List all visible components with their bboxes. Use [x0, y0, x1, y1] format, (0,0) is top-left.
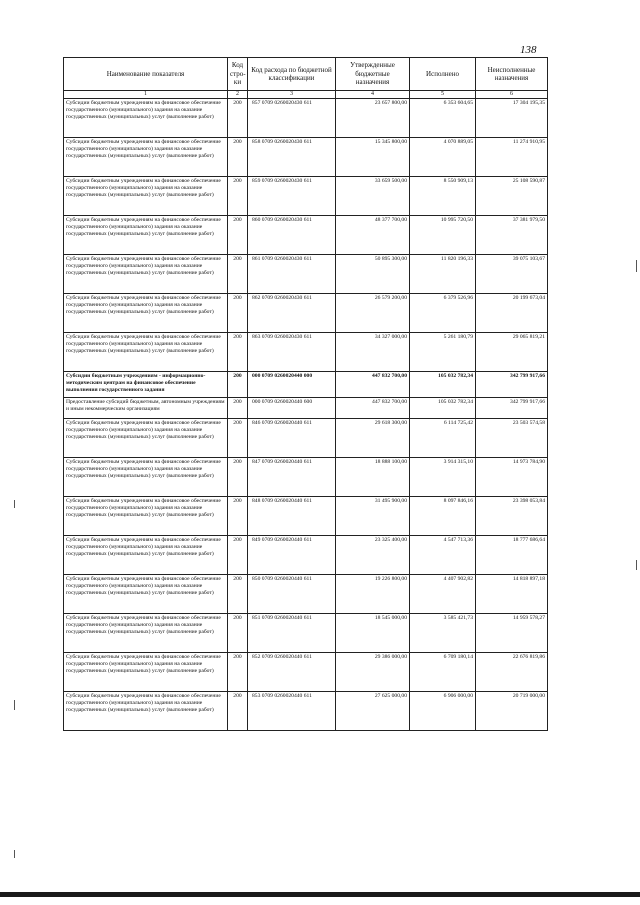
header-expense-code: Код расхода по бюджетной классификации — [248, 58, 336, 91]
row-expense-code: 859 0709 0260020430 611 — [248, 177, 336, 216]
row-expense-code: 858 0709 0260020430 611 — [248, 138, 336, 177]
row-expense-code: 852 0709 0260020440 611 — [248, 653, 336, 692]
table-row — [64, 372, 548, 398]
row-unexecuted: 342 799 917,66 — [476, 372, 548, 398]
column-number: 6 — [476, 91, 548, 99]
row-unexecuted: 39 075 103,67 — [476, 255, 548, 294]
row-unexecuted: 18 777 686,64 — [476, 536, 548, 575]
row-executed: 5 261 180,79 — [410, 333, 476, 372]
row-expense-code: 860 0709 0260020430 611 — [248, 216, 336, 255]
row-unexecuted: 11 274 910,95 — [476, 138, 548, 177]
row-approved: 48 377 700,00 — [336, 216, 410, 255]
row-executed: 8 550 909,13 — [410, 177, 476, 216]
row-line-code: 200 — [228, 653, 248, 692]
row-line-code: 200 — [228, 398, 248, 419]
header-line-code: Код стро-ки — [228, 58, 248, 91]
column-number: 2 — [228, 91, 248, 99]
table-row — [64, 216, 548, 255]
row-line-code: 200 — [228, 575, 248, 614]
table-row — [64, 294, 548, 333]
scan-bottom-edge — [0, 892, 640, 897]
row-line-code: 200 — [228, 216, 248, 255]
table-row — [64, 99, 548, 138]
row-name: Субсидии бюджетным учреждениям на финансовое обеспечение государственного (муниципального) задания на оказание государственных (муниципальных) услуг (выполнение работ) — [64, 536, 228, 575]
row-name: Предоставление субсидий бюджетным, автономным учреждениям и иным некоммерческим организациям — [64, 398, 228, 419]
table-row — [64, 458, 548, 497]
row-executed: 10 995 720,50 — [410, 216, 476, 255]
row-expense-code: 861 0709 0260020430 611 — [248, 255, 336, 294]
row-expense-code: 000 0709 0260020440 600 — [248, 398, 336, 419]
row-line-code: 200 — [228, 536, 248, 575]
row-name: Субсидии бюджетным учреждениям на финансовое обеспечение государственного (муниципального) задания на оказание государственных (муниципальных) услуг (выполнение работ) — [64, 497, 228, 536]
column-number: 3 — [248, 91, 336, 99]
row-expense-code: 862 0709 0260020430 611 — [248, 294, 336, 333]
column-number: 4 — [336, 91, 410, 99]
row-unexecuted: 29 065 819,21 — [476, 333, 548, 372]
row-unexecuted: 23 398 053,84 — [476, 497, 548, 536]
row-executed: 6 906 000,00 — [410, 692, 476, 731]
row-unexecuted: 22 676 819,86 — [476, 653, 548, 692]
table-row — [64, 138, 548, 177]
row-line-code: 200 — [228, 294, 248, 333]
row-unexecuted: 17 304 195,35 — [476, 99, 548, 138]
row-name: Субсидии бюджетным учреждениям на финансовое обеспечение государственного (муниципального) задания на оказание государственных (муниципальных) услуг (выполнение работ) — [64, 575, 228, 614]
row-line-code: 200 — [228, 458, 248, 497]
table-row — [64, 575, 548, 614]
row-approved: 447 832 700,00 — [336, 398, 410, 419]
row-expense-code: 000 0709 0260020440 000 — [248, 372, 336, 398]
column-number: 5 — [410, 91, 476, 99]
row-approved: 23 325 400,00 — [336, 536, 410, 575]
row-name: Субсидии бюджетным учреждениям на финансовое обеспечение государственного (муниципального) задания на оказание государственных (муниципальных) услуг (выполнение работ) — [64, 294, 228, 333]
row-line-code: 200 — [228, 692, 248, 731]
table-row — [64, 536, 548, 575]
scan-artifact-mark — [14, 850, 15, 858]
row-approved: 18 545 000,00 — [336, 614, 410, 653]
row-line-code: 200 — [228, 497, 248, 536]
row-expense-code: 847 0709 0260020440 611 — [248, 458, 336, 497]
row-line-code: 200 — [228, 333, 248, 372]
row-expense-code: 849 0709 0260020440 611 — [248, 536, 336, 575]
row-approved: 33 659 500,00 — [336, 177, 410, 216]
row-executed: 4 547 713,36 — [410, 536, 476, 575]
table-row — [64, 177, 548, 216]
row-unexecuted: 342 799 917,66 — [476, 398, 548, 419]
row-name: Субсидии бюджетным учреждениям на финансовое обеспечение государственного (муниципального) задания на оказание государственных (муниципальных) услуг (выполнение работ) — [64, 216, 228, 255]
header-unexecuted: Неисполненные назначения — [476, 58, 548, 91]
row-approved: 31 495 900,00 — [336, 497, 410, 536]
table-row — [64, 398, 548, 419]
row-unexecuted: 14 973 784,90 — [476, 458, 548, 497]
row-line-code: 200 — [228, 255, 248, 294]
scan-artifact-mark — [636, 560, 637, 570]
row-line-code: 200 — [228, 138, 248, 177]
table-row — [64, 614, 548, 653]
row-unexecuted: 37 381 979,50 — [476, 216, 548, 255]
row-approved: 447 832 700,00 — [336, 372, 410, 398]
row-line-code: 200 — [228, 372, 248, 398]
row-executed: 11 820 196,33 — [410, 255, 476, 294]
row-executed: 3 585 421,73 — [410, 614, 476, 653]
row-executed: 8 097 846,16 — [410, 497, 476, 536]
column-number: 1 — [64, 91, 228, 99]
row-executed: 105 032 782,34 — [410, 372, 476, 398]
row-name: Субсидии бюджетным учреждениям на финансовое обеспечение государственного (муниципального) задания на оказание государственных (муниципальных) услуг (выполнение работ) — [64, 333, 228, 372]
row-name: Субсидии бюджетным учреждениям на финансовое обеспечение государственного (муниципального) задания на оказание государственных (муниципальных) услуг (выполнение работ) — [64, 177, 228, 216]
row-line-code: 200 — [228, 177, 248, 216]
row-executed: 6 353 604,65 — [410, 99, 476, 138]
row-approved: 19 226 800,00 — [336, 575, 410, 614]
row-name: Субсидии бюджетным учреждениям на финансовое обеспечение государственного (муниципального) задания на оказание государственных (муниципальных) услуг (выполнение работ) — [64, 458, 228, 497]
row-unexecuted: 23 503 574,58 — [476, 419, 548, 458]
row-expense-code: 846 0709 0260020440 611 — [248, 419, 336, 458]
table-row — [64, 497, 548, 536]
row-expense-code: 848 0709 0260020440 611 — [248, 497, 336, 536]
row-approved: 34 327 000,00 — [336, 333, 410, 372]
page-number: 138 — [520, 44, 537, 56]
row-approved: 23 657 800,00 — [336, 99, 410, 138]
column-number-row — [64, 91, 548, 99]
row-line-code: 200 — [228, 99, 248, 138]
row-expense-code: 863 0709 0260020430 611 — [248, 333, 336, 372]
row-executed: 6 379 526,96 — [410, 294, 476, 333]
row-executed: 4 070 889,05 — [410, 138, 476, 177]
table-row — [64, 419, 548, 458]
row-executed: 105 032 782,34 — [410, 398, 476, 419]
table-row — [64, 333, 548, 372]
row-approved: 27 625 000,00 — [336, 692, 410, 731]
row-approved: 29 386 000,00 — [336, 653, 410, 692]
row-name: Субсидии бюджетным учреждениям - информационно-методическим центрам на финансовое обеспечение выполнения государственного задания — [64, 372, 228, 398]
table-row — [64, 692, 548, 731]
row-expense-code: 857 0709 0260020430 611 — [248, 99, 336, 138]
row-expense-code: 851 0709 0260020440 611 — [248, 614, 336, 653]
row-expense-code: 850 0709 0260020440 611 — [248, 575, 336, 614]
row-name: Субсидии бюджетным учреждениям на финансовое обеспечение государственного (муниципального) задания на оказание государственных (муниципальных) услуг (выполнение работ) — [64, 419, 228, 458]
table-header-row — [64, 58, 548, 91]
row-line-code: 200 — [228, 419, 248, 458]
row-approved: 15 345 800,00 — [336, 138, 410, 177]
row-name: Субсидии бюджетным учреждениям на финансовое обеспечение государственного (муниципального) задания на оказание государственных (муниципальных) услуг (выполнение работ) — [64, 692, 228, 731]
budget-execution-table — [63, 57, 548, 731]
header-approved: Утвержденные бюджетные назначения — [336, 58, 410, 91]
row-approved: 26 579 200,00 — [336, 294, 410, 333]
header-name: Наименование показателя — [64, 58, 228, 91]
row-name: Субсидии бюджетным учреждениям на финансовое обеспечение государственного (муниципального) задания на оказание государственных (муниципальных) услуг (выполнение работ) — [64, 653, 228, 692]
row-name: Субсидии бюджетным учреждениям на финансовое обеспечение государственного (муниципального) задания на оказание государственных (муниципальных) услуг (выполнение работ) — [64, 138, 228, 177]
row-name: Субсидии бюджетным учреждениям на финансовое обеспечение государственного (муниципального) задания на оказание государственных (муниципальных) услуг (выполнение работ) — [64, 255, 228, 294]
row-executed: 3 914 315,10 — [410, 458, 476, 497]
scan-artifact-mark — [14, 500, 15, 508]
table-row — [64, 653, 548, 692]
row-name: Субсидии бюджетным учреждениям на финансовое обеспечение государственного (муниципального) задания на оказание государственных (муниципальных) услуг (выполнение работ) — [64, 99, 228, 138]
row-expense-code: 853 0709 0260020440 611 — [248, 692, 336, 731]
scan-artifact-mark — [636, 260, 637, 272]
row-approved: 50 895 300,00 — [336, 255, 410, 294]
row-executed: 4 407 902,82 — [410, 575, 476, 614]
row-approved: 29 618 300,00 — [336, 419, 410, 458]
row-unexecuted: 14 959 578,27 — [476, 614, 548, 653]
row-name: Субсидии бюджетным учреждениям на финансовое обеспечение государственного (муниципального) задания на оказание государственных (муниципальных) услуг (выполнение работ) — [64, 614, 228, 653]
row-unexecuted: 25 108 590,87 — [476, 177, 548, 216]
row-approved: 18 888 100,00 — [336, 458, 410, 497]
row-executed: 6 709 180,14 — [410, 653, 476, 692]
row-unexecuted: 14 818 897,18 — [476, 575, 548, 614]
header-executed: Исполнено — [410, 58, 476, 91]
table-row — [64, 255, 548, 294]
row-unexecuted: 20 719 000,00 — [476, 692, 548, 731]
scan-artifact-mark — [14, 700, 15, 710]
row-executed: 6 114 725,42 — [410, 419, 476, 458]
row-line-code: 200 — [228, 614, 248, 653]
row-unexecuted: 20 199 673,04 — [476, 294, 548, 333]
